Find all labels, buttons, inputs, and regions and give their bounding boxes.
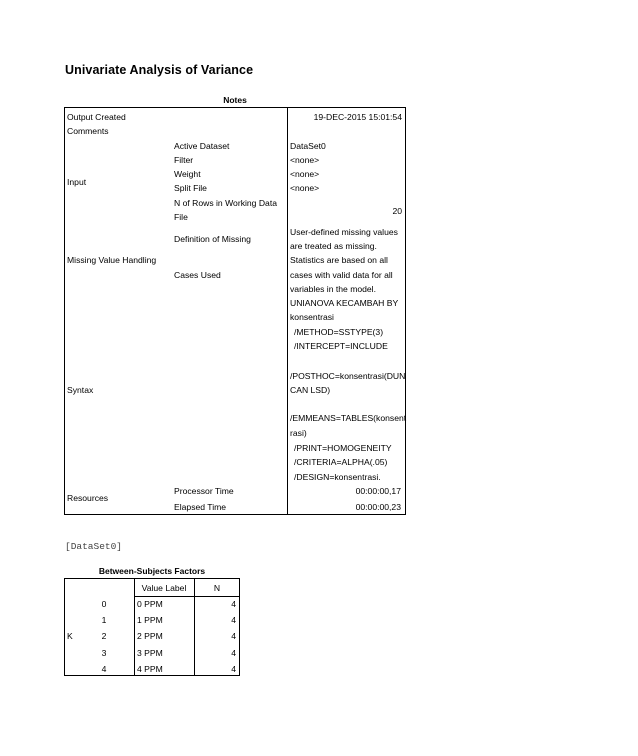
bsf-n: 4: [231, 599, 236, 609]
syntax-line: rasi): [290, 428, 307, 438]
bsf-col-value-label: Value Label: [141, 583, 187, 593]
bsf-n: 4: [231, 631, 236, 641]
elapsed-time-label: Elapsed Time: [174, 502, 227, 512]
bsf-n: 4: [231, 648, 236, 658]
missing-value-handling-label: Missing Value Handling: [67, 255, 157, 265]
bsf-value-label: 0 PPM: [137, 599, 163, 609]
bsf-value-label: 3 PPM: [137, 648, 163, 658]
syntax-line: CAN LSD): [290, 385, 331, 395]
split-file-label: Split File: [174, 183, 207, 193]
syntax-line: /PRINT=HOMOGENEITY: [294, 443, 392, 453]
cases-used-value-line3: variables in the model.: [290, 284, 376, 294]
syntax-line: konsentrasi: [290, 312, 334, 322]
definition-of-missing-label: Definition of Missing: [174, 234, 251, 244]
input-label: Input: [67, 177, 87, 187]
page-title: Univariate Analysis of Variance: [65, 63, 254, 77]
cases-used-label: Cases Used: [174, 270, 221, 280]
cases-used-value-line2: cases with valid data for all: [290, 270, 393, 280]
syntax-line: /EMMEANS=TABLES(konsent: [290, 413, 407, 423]
filter-value: <none>: [290, 155, 320, 165]
cases-used-value-line1: Statistics are based on all: [290, 255, 388, 265]
n-rows-value: 20: [392, 206, 402, 216]
resources-label: Resources: [67, 493, 109, 503]
weight-label: Weight: [174, 169, 201, 179]
bsf-caption: Between-Subjects Factors: [98, 566, 206, 576]
bsf-level: 4: [101, 664, 107, 674]
bsf-value-label: 2 PPM: [137, 631, 163, 641]
active-dataset-label: Active Dataset: [174, 141, 230, 151]
bsf-level: 0: [101, 599, 107, 609]
bsf-level: 3: [101, 648, 107, 658]
output-created-label: Output Created: [67, 112, 126, 122]
split-file-value: <none>: [290, 183, 320, 193]
bsf-col-n: N: [213, 583, 221, 593]
syntax-label: Syntax: [67, 385, 94, 395]
n-rows-label-line2: File: [174, 212, 188, 222]
processor-time-value: 00:00:00,17: [355, 486, 401, 496]
bsf-n: 4: [231, 615, 236, 625]
bsf-value-label: 4 PPM: [137, 664, 163, 674]
syntax-line: /DESIGN=konsentrasi.: [294, 472, 381, 482]
comments-label: Comments: [67, 126, 109, 136]
bsf-level: 1: [101, 615, 107, 625]
weight-value: <none>: [290, 169, 320, 179]
syntax-line: /INTERCEPT=INCLUDE: [294, 341, 388, 351]
notes-caption: Notes: [223, 95, 247, 105]
syntax-line: /METHOD=SSTYPE(3): [294, 327, 384, 337]
syntax-line: /POSTHOC=konsentrasi(DUN: [290, 371, 406, 381]
definition-of-missing-value-line1: User-defined missing values: [290, 227, 398, 237]
active-dataset-value: DataSet0: [290, 141, 326, 151]
syntax-line: UNIANOVA KECAMBAH BY: [290, 298, 399, 308]
elapsed-time-value: 00:00:00,23: [355, 502, 401, 512]
bsf-value-label: 1 PPM: [137, 615, 163, 625]
n-rows-label-line1: N of Rows in Working Data: [174, 198, 278, 208]
output-created-value: 19-DEC-2015 15:01:54: [313, 112, 402, 122]
syntax-line: /CRITERIA=ALPHA(.05): [294, 457, 388, 467]
bsf-level: 2: [101, 631, 107, 641]
definition-of-missing-value-line2: are treated as missing.: [290, 241, 377, 251]
filter-label: Filter: [174, 155, 194, 165]
processor-time-label: Processor Time: [174, 486, 234, 496]
bsf-factor-k: K: [67, 631, 73, 641]
bsf-n: 4: [231, 664, 236, 674]
notes-column-divider: [287, 107, 288, 515]
dataset-marker: [DataSet0]: [65, 541, 123, 552]
